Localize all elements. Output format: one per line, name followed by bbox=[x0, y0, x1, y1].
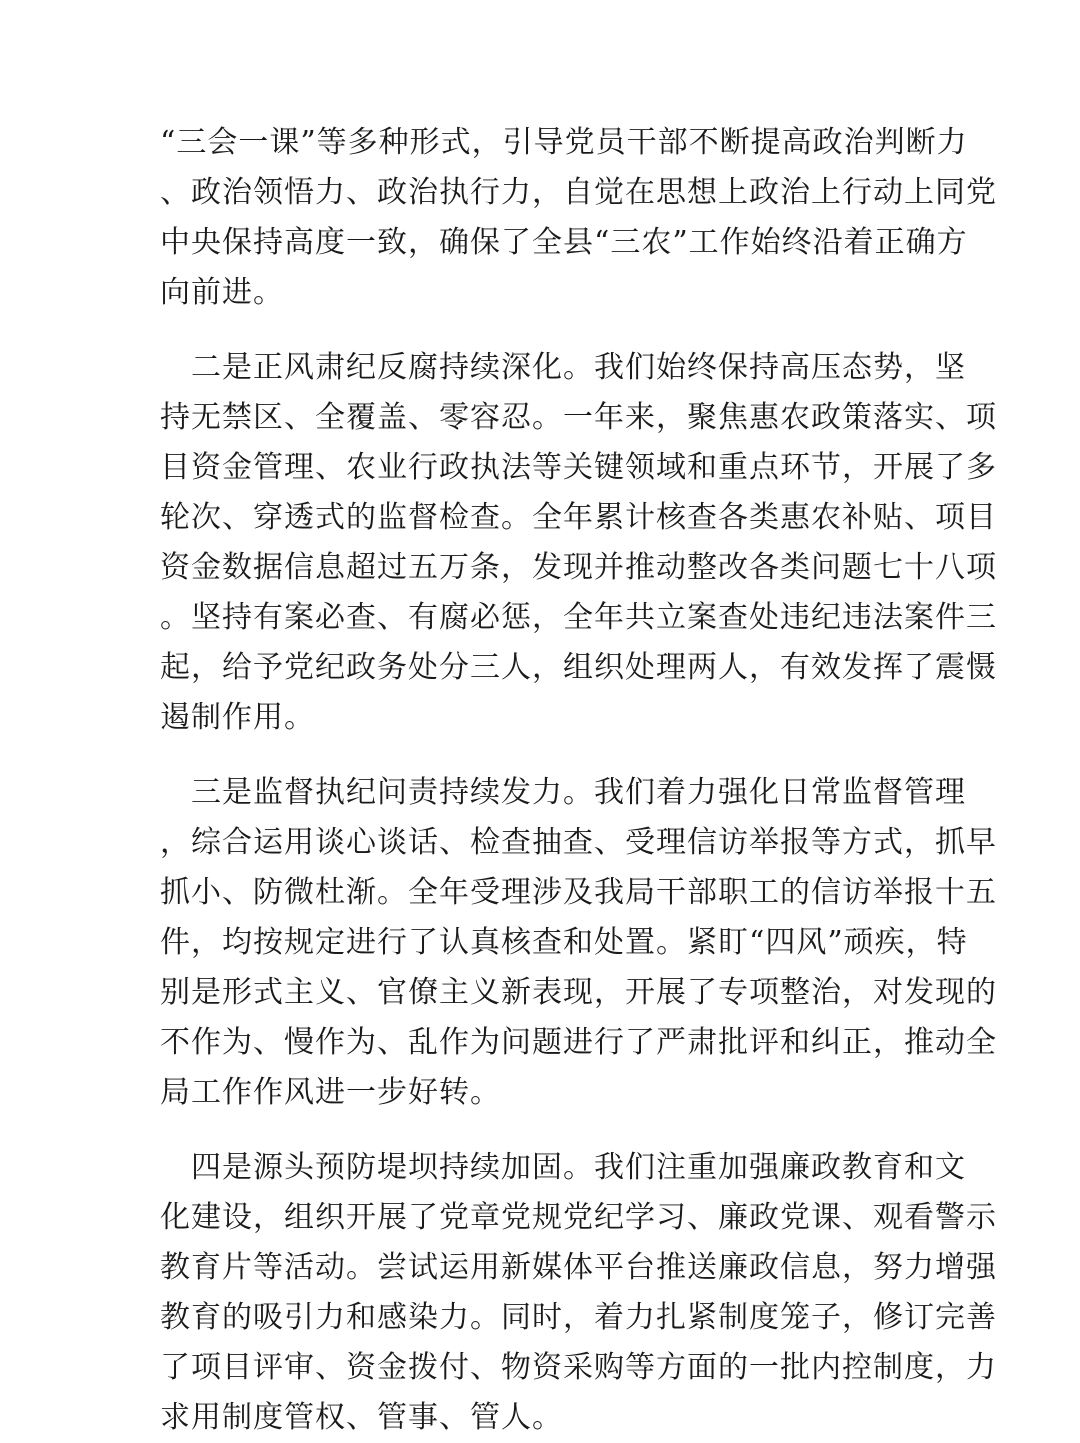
paragraph-gap bbox=[160, 1118, 922, 1143]
text-line: “三会一课”等多种形式，引导党员干部不断提高政治判断力 bbox=[160, 125, 968, 160]
text-line: 抓小、防微杜渐。全年受理涉及我局干部职工的信访举报十五 bbox=[160, 875, 997, 910]
text-line: 了项目评审、资金拨付、物资采购等方面的一批内控制度，力 bbox=[160, 1350, 997, 1385]
text-line: 向前进。 bbox=[160, 275, 284, 310]
paragraph-point-four bbox=[160, 1143, 997, 1443]
text-line: 三是监督执纪问责持续发力。我们着力强化日常监督管理 bbox=[160, 775, 966, 810]
text-line: 四是源头预防堤坝持续加固。我们注重加强廉政教育和文 bbox=[160, 1150, 966, 1185]
text-line: ，综合运用谈心谈话、检查抽查、受理信访举报等方式，抓早 bbox=[160, 825, 997, 860]
text-line: 教育的吸引力和感染力。同时，着力扎紧制度笼子，修订完善 bbox=[160, 1300, 997, 1335]
text-line: 化建设，组织开展了党章党规党纪学习、廉政党课、观看警示 bbox=[160, 1200, 997, 1235]
text-line: 件，均按规定进行了认真核查和处置。紧盯“四风”顽疾，特 bbox=[160, 925, 968, 960]
paragraph-point-two bbox=[160, 343, 997, 743]
text-line: 。坚持有案必查、有腐必惩，全年共立案查处违纪违法案件三 bbox=[160, 600, 997, 635]
text-line: 持无禁区、全覆盖、零容忍。一年来，聚焦惠农政策落实、项 bbox=[160, 400, 997, 435]
paragraph-point-three bbox=[160, 768, 997, 1118]
text-line: 轮次、穿透式的监督检查。全年累计核查各类惠农补贴、项目 bbox=[160, 500, 997, 535]
text-line: 起，给予党纪政务处分三人，组织处理两人，有效发挥了震慑 bbox=[160, 650, 997, 685]
text-line: 遏制作用。 bbox=[160, 700, 315, 735]
text-line: 求用制度管权、管事、管人。 bbox=[160, 1400, 563, 1435]
paragraph-gap bbox=[160, 318, 922, 343]
text-line: 别是形式主义、官僚主义新表现，开展了专项整治，对发现的 bbox=[160, 975, 997, 1010]
text-line: 二是正风肃纪反腐持续深化。我们始终保持高压态势，坚 bbox=[160, 350, 966, 385]
paragraph-gap bbox=[160, 743, 922, 768]
text-line: 不作为、慢作为、乱作为问题进行了严肃批评和纠正，推动全 bbox=[160, 1025, 997, 1060]
text-line: 教育片等活动。尝试运用新媒体平台推送廉政信息，努力增强 bbox=[160, 1250, 997, 1285]
text-line: 资金数据信息超过五万条，发现并推动整改各类问题七十八项 bbox=[160, 550, 997, 585]
paragraph-intro-continuation bbox=[160, 118, 997, 318]
text-line: 目资金管理、农业行政执法等关键领域和重点环节，开展了多 bbox=[160, 450, 997, 485]
text-line: 局工作作风进一步好转。 bbox=[160, 1075, 501, 1110]
document-body bbox=[160, 118, 997, 1443]
text-line: 、政治领悟力、政治执行力，自觉在思想上政治上行动上同党 bbox=[160, 175, 997, 210]
text-line: 中央保持高度一致，确保了全县“三农”工作始终沿着正确方 bbox=[160, 225, 968, 260]
